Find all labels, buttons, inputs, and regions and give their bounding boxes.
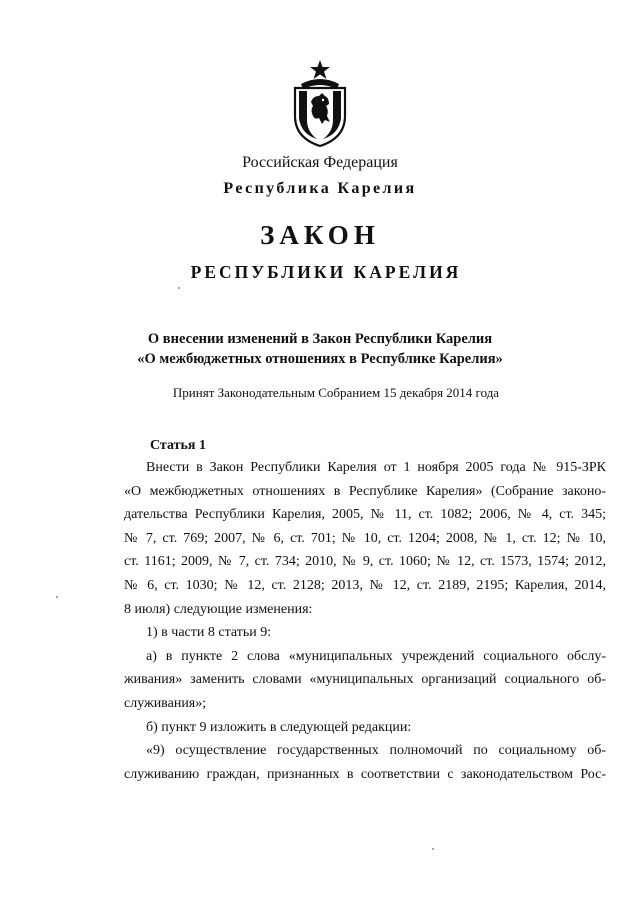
body-line: ст. 1161; 2009, № 7, ст. 734; 2010, № 9, ст. 1060; № 12, ст. 1573, 1574; 2012, [124, 554, 606, 570]
body-line: Внести в Закон Республики Карелия от 1 ноября 2005 года № 915-ЗРК [146, 460, 606, 475]
body-line: «9) осуществление государственных полномочий по социальному об- [146, 743, 606, 759]
republic-name: Республика Карелия [223, 180, 417, 197]
body-line: б) пункт 9 изложить в следующей редакции: [146, 719, 412, 735]
country-name: Российская Федерация [242, 154, 398, 171]
scan-speck [178, 287, 180, 289]
body-line: 1) в части 8 статьи 9: [146, 625, 272, 641]
document-type: ЗАКОН [260, 220, 380, 250]
body-line: служиванию граждан, признанных в соответствии с законодательством Рос- [124, 766, 606, 782]
article-body [124, 456, 606, 786]
body-line: служивания»; [124, 695, 207, 711]
issuer-name: РЕСПУБЛИКИ КАРЕЛИЯ [190, 262, 462, 282]
scan-speck [432, 848, 434, 850]
law-title-line-1: О внесении изменений в Закон Республики Карелия [147, 331, 493, 347]
law-title-line-2: «О межбюджетных отношениях в Республике Карелия» [137, 351, 503, 367]
body-line: 8 июля) следующие изменения: [124, 601, 313, 617]
body-line: «О межбюджетных отношениях в Республике Карелия» (Собрание законо- [124, 483, 606, 499]
body-line: № 6, ст. 1030; № 12, ст. 2128; 2013, № 12, ст. 2189, 2195; Карелия, 2014, [124, 577, 606, 593]
scan-speck [56, 596, 58, 598]
body-line: № 7, ст. 769; 2007, № 6, ст. 701; № 10, ст. 1204; 2008, № 1, ст. 12; № 10, [124, 530, 606, 546]
adoption-note: Принят Законодательным Собранием 15 декабря 2014 года [172, 385, 500, 400]
karelia-coat-of-arms-icon [289, 58, 351, 148]
article-heading: Статья 1 [150, 438, 206, 453]
body-line: живания» заменить словами «муниципальных организаций социального об- [124, 672, 606, 688]
body-line: дательства Республики Карелия, 2005, № 11, ст. 1082; 2006, № 4, ст. 345; [124, 507, 606, 523]
body-line: а) в пункте 2 слова «муниципальных учреждений социального обслу- [146, 648, 606, 664]
